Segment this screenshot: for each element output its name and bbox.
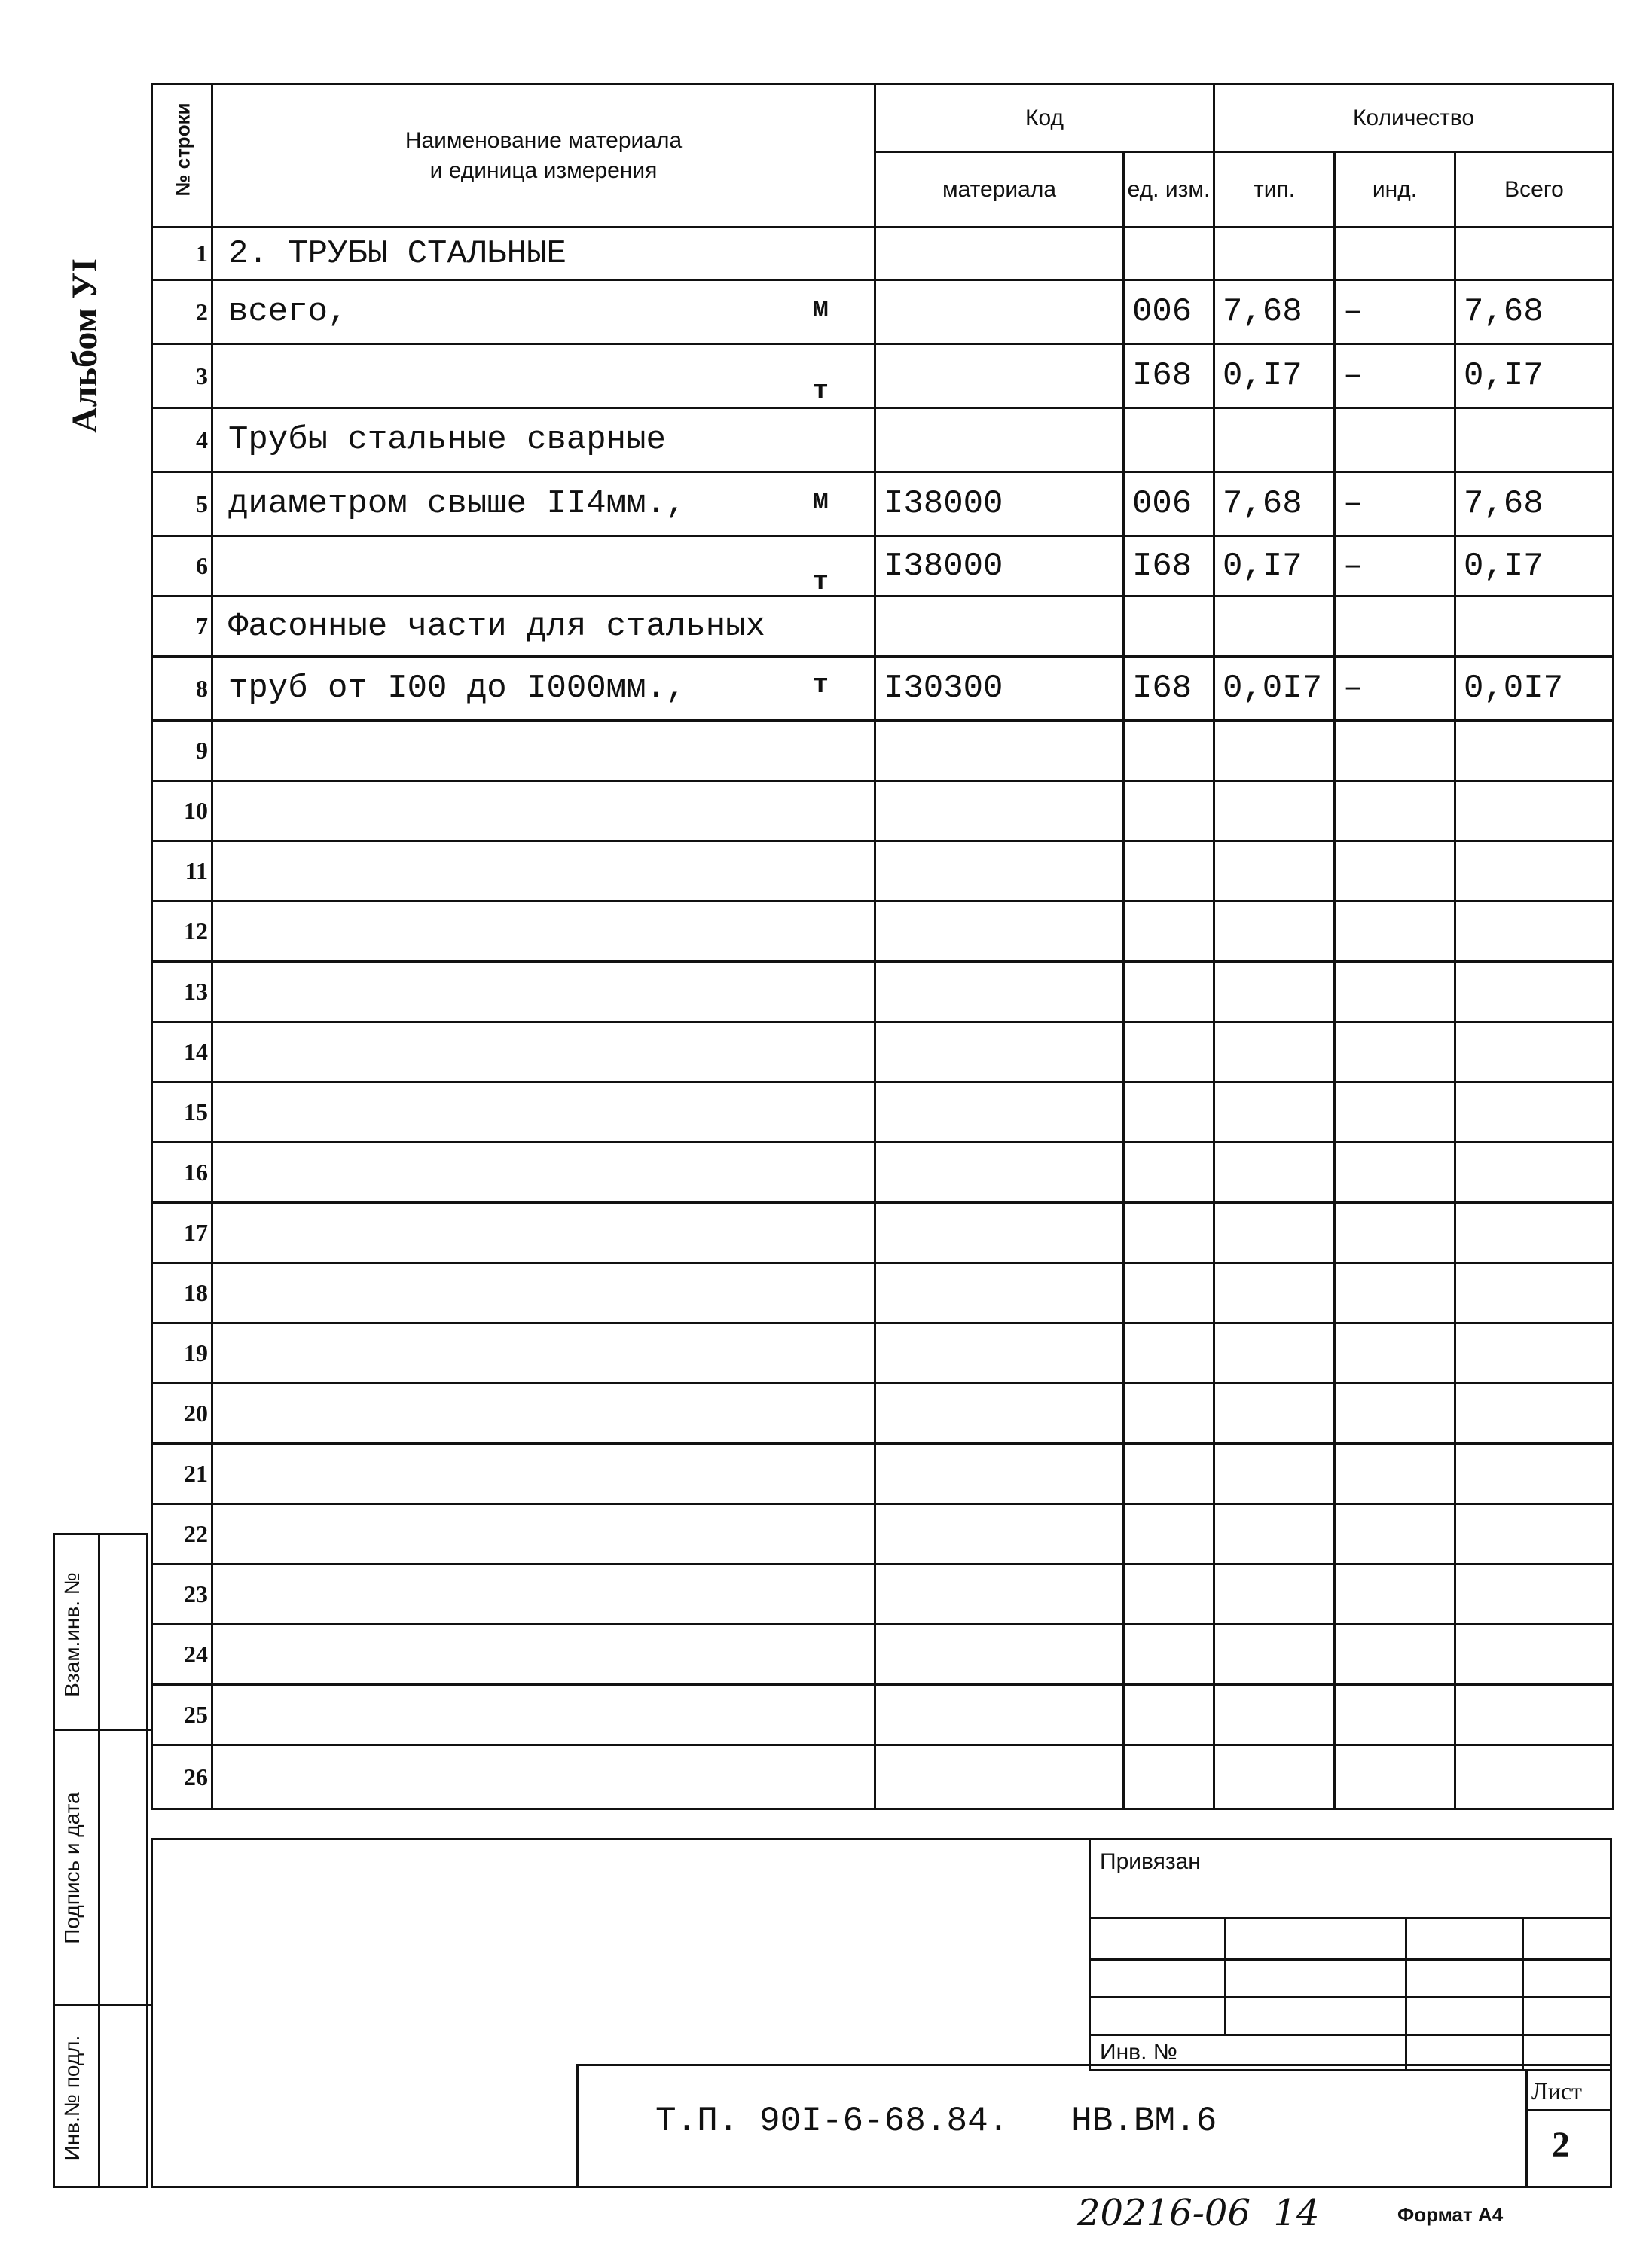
row-qty-ind [1335,1444,1455,1504]
row-unit-code [1124,227,1214,280]
row-name [212,227,875,280]
row-qty-typ: 7,68 [1214,280,1335,344]
table-row [152,227,1614,280]
row-qty-ind [1335,1564,1455,1625]
row-material-code: I38000 [875,536,1124,597]
row-qty-ind [1335,1022,1455,1082]
row-material-code [875,408,1124,472]
row-name [212,1564,875,1625]
row-unit-code [1124,721,1214,781]
row-name [212,1143,875,1203]
row-qty-typ [1214,1082,1335,1143]
row-unit-code [1124,1323,1214,1384]
row-unit-code [1124,597,1214,657]
row-qty-ind: – [1335,536,1455,597]
row-number: 19 [152,1323,212,1384]
row-unit-code [1124,902,1214,962]
table-row [152,781,1614,841]
row-qty-total [1455,902,1614,962]
table-row [152,1444,1614,1504]
row-qty-ind: – [1335,344,1455,408]
materials-table [151,83,1614,1810]
row-qty-total [1455,1203,1614,1263]
row-number: 20 [152,1384,212,1444]
table-row [152,962,1614,1022]
row-qty-typ [1214,1384,1335,1444]
row-unit-code [1124,1384,1214,1444]
row-qty-total [1455,781,1614,841]
row-material-code [875,781,1124,841]
row-qty-ind [1335,1143,1455,1203]
row-number: 4 [152,408,212,472]
row-unit-code [1124,1625,1214,1685]
row-number: 1 [152,227,212,280]
side-label-vzam: Взам.инв. № [60,1572,84,1697]
row-number: 17 [152,1203,212,1263]
row-material-code [875,1745,1124,1809]
row-number: 16 [152,1143,212,1203]
row-qty-ind [1335,1323,1455,1384]
row-unit-code: 006 [1124,472,1214,536]
row-number: 5 [152,472,212,536]
row-material-code [875,280,1124,344]
row-unit-code: 006 [1124,280,1214,344]
row-qty-typ [1214,1504,1335,1564]
row-name [212,781,875,841]
table-row [152,1082,1614,1143]
table-row [152,1143,1614,1203]
row-qty-typ: 0,0I7 [1214,657,1335,721]
header-total: Всего [1455,152,1614,227]
row-name-text: 2. ТРУБЫ СТАЛЬНЫЕ [228,234,566,273]
table-row [152,597,1614,657]
row-name-text: всего, [228,293,348,331]
row-name-text: труб от I00 до I000мм., [228,670,686,707]
row-qty-ind [1335,1384,1455,1444]
table-row [152,1203,1614,1263]
table-row [152,721,1614,781]
row-name [212,1022,875,1082]
row-qty-typ [1214,597,1335,657]
row-qty-ind [1335,597,1455,657]
row-qty-ind: – [1335,657,1455,721]
row-number: 7 [152,597,212,657]
row-name [212,902,875,962]
row-qty-typ [1214,1203,1335,1263]
row-material-code [875,1143,1124,1203]
row-qty-total [1455,1263,1614,1323]
row-qty-ind: – [1335,280,1455,344]
row-qty-typ [1214,1444,1335,1504]
row-name [212,962,875,1022]
row-qty-typ [1214,1564,1335,1625]
row-qty-total [1455,597,1614,657]
header-name: Наименование материала и единица измерения [212,84,875,227]
row-material-code [875,1203,1124,1263]
row-number: 3 [152,344,212,408]
header-code: Код [875,84,1214,152]
row-material-code [875,344,1124,408]
table-row [152,280,1614,344]
row-qty-total [1455,1143,1614,1203]
table-row [152,1745,1614,1809]
row-unit-mark: т [812,376,829,407]
row-number: 24 [152,1625,212,1685]
row-qty-ind [1335,721,1455,781]
row-unit-mark: т [812,670,829,701]
row-unit-code [1124,1263,1214,1323]
row-number: 25 [152,1685,212,1745]
row-unit-code [1124,1203,1214,1263]
sheet-label: Лист [1531,2077,1583,2105]
row-material-code [875,1022,1124,1082]
side-label-inv: Инв.№ подл. [60,2034,84,2161]
row-name [212,1323,875,1384]
row-name-text: диаметром свыше II4мм., [228,485,686,523]
row-qty-total [1455,227,1614,280]
row-number: 18 [152,1263,212,1323]
row-unit-mark: т [812,566,829,597]
row-name [212,1384,875,1444]
row-qty-total: 7,68 [1455,280,1614,344]
row-qty-ind [1335,408,1455,472]
row-qty-total [1455,1082,1614,1143]
header-quantity: Количество [1214,84,1614,152]
row-qty-total [1455,841,1614,902]
row-material-code [875,1625,1124,1685]
row-name-text: Фасонные части для стальных [228,607,765,646]
row-qty-total [1455,1745,1614,1809]
row-number: 15 [152,1082,212,1143]
row-number: 14 [152,1022,212,1082]
designation: Т.П. 90I-6-68.84. НВ.ВМ.6 [655,2102,1217,2141]
privyazan-label: Привязан [1100,1849,1201,1874]
format-label: Формат А4 [1397,2203,1504,2226]
album-label: Альбом УI [65,258,105,433]
row-material-code [875,227,1124,280]
table-row [152,408,1614,472]
header-typ: тип. [1214,152,1335,227]
row-name [212,1685,875,1745]
row-name [212,1203,875,1263]
row-unit-code [1124,781,1214,841]
row-material-code [875,1263,1124,1323]
row-unit-code [1124,1082,1214,1143]
row-material-code: I38000 [875,472,1124,536]
row-number: 9 [152,721,212,781]
handwritten-number: 20216-06 14 [1077,2192,1320,2234]
row-qty-typ [1214,1022,1335,1082]
row-qty-ind [1335,1745,1455,1809]
table-row [152,1504,1614,1564]
row-number: 23 [152,1564,212,1625]
table-row [152,1022,1614,1082]
row-qty-typ: 0,I7 [1214,536,1335,597]
row-qty-total [1455,408,1614,472]
row-qty-ind [1335,1203,1455,1263]
row-material-code [875,1082,1124,1143]
row-number: 26 [152,1745,212,1809]
row-qty-typ [1214,1323,1335,1384]
row-qty-ind [1335,781,1455,841]
inv-no-label: Инв. № [1100,2040,1177,2065]
row-name [212,1625,875,1685]
row-qty-typ [1214,962,1335,1022]
row-name [212,344,875,408]
header-material: материала [875,152,1124,227]
side-label-podpis: Подпись и дата [60,1792,84,1944]
row-unit-code: I68 [1124,536,1214,597]
row-number: 12 [152,902,212,962]
row-qty-typ [1214,227,1335,280]
row-number: 21 [152,1444,212,1504]
row-unit-code [1124,1564,1214,1625]
row-unit-code [1124,962,1214,1022]
row-qty-ind [1335,227,1455,280]
row-name [212,1745,875,1809]
row-unit-code: I68 [1124,657,1214,721]
row-material-code [875,902,1124,962]
row-qty-total: 0,0I7 [1455,657,1614,721]
row-name [212,721,875,781]
row-qty-total [1455,1384,1614,1444]
row-unit-mark: м [812,293,829,324]
table-row [152,344,1614,408]
row-name [212,657,875,721]
table-row [152,1263,1614,1323]
row-name [212,1444,875,1504]
table-row [152,1384,1614,1444]
row-qty-ind [1335,1685,1455,1745]
row-qty-ind [1335,1504,1455,1564]
row-unit-code [1124,841,1214,902]
row-unit-code [1124,1143,1214,1203]
row-number: 8 [152,657,212,721]
row-qty-typ: 0,I7 [1214,344,1335,408]
row-qty-typ [1214,1263,1335,1323]
row-qty-typ [1214,1143,1335,1203]
row-number: 6 [152,536,212,597]
row-number: 22 [152,1504,212,1564]
row-material-code [875,1504,1124,1564]
row-material-code [875,1564,1124,1625]
row-unit-code [1124,408,1214,472]
row-name [212,536,875,597]
header-unit: ед. изм. [1124,152,1214,227]
row-name [212,1504,875,1564]
row-qty-total [1455,1625,1614,1685]
row-qty-total: 0,I7 [1455,536,1614,597]
row-unit-code [1124,1685,1214,1745]
row-name [212,280,875,344]
row-qty-typ [1214,721,1335,781]
header-row-no: № строки [152,84,212,227]
row-qty-typ [1214,902,1335,962]
row-name-text: Трубы стальные сварные [228,421,666,459]
row-qty-ind: – [1335,472,1455,536]
row-qty-ind [1335,902,1455,962]
table-row [152,1625,1614,1685]
row-unit-code: I68 [1124,344,1214,408]
row-name [212,1082,875,1143]
table-row [152,657,1614,721]
table-row [152,536,1614,597]
row-qty-typ [1214,1685,1335,1745]
row-qty-ind [1335,1263,1455,1323]
row-number: 11 [152,841,212,902]
row-unit-code [1124,1504,1214,1564]
row-qty-typ [1214,841,1335,902]
row-qty-total [1455,1564,1614,1625]
row-unit-code [1124,1745,1214,1809]
row-material-code [875,1384,1124,1444]
row-qty-ind [1335,1082,1455,1143]
row-name [212,597,875,657]
row-material-code [875,962,1124,1022]
row-qty-ind [1335,962,1455,1022]
row-qty-total: 7,68 [1455,472,1614,536]
row-unit-code [1124,1444,1214,1504]
row-qty-total [1455,1323,1614,1384]
row-qty-typ [1214,1745,1335,1809]
sheet-number: 2 [1552,2125,1570,2165]
row-material-code [875,1685,1124,1745]
row-material-code [875,1323,1124,1384]
row-material-code [875,721,1124,781]
row-material-code [875,1444,1124,1504]
row-qty-total [1455,1444,1614,1504]
table-row [152,1323,1614,1384]
row-qty-total [1455,1022,1614,1082]
row-unit-mark: м [812,485,829,516]
row-qty-total [1455,962,1614,1022]
row-name [212,1263,875,1323]
row-qty-ind [1335,1625,1455,1685]
row-qty-total [1455,721,1614,781]
table-row [152,1685,1614,1745]
row-qty-typ [1214,1625,1335,1685]
row-material-code [875,597,1124,657]
row-material-code: I30300 [875,657,1124,721]
table-row [152,902,1614,962]
row-number: 10 [152,781,212,841]
table-row [152,472,1614,536]
row-qty-typ [1214,408,1335,472]
row-qty-ind [1335,841,1455,902]
row-unit-code [1124,1022,1214,1082]
row-name [212,841,875,902]
row-number: 2 [152,280,212,344]
row-qty-total [1455,1504,1614,1564]
row-qty-typ [1214,781,1335,841]
row-number: 13 [152,962,212,1022]
row-name [212,408,875,472]
row-qty-total: 0,I7 [1455,344,1614,408]
row-qty-typ: 7,68 [1214,472,1335,536]
row-qty-total [1455,1685,1614,1745]
table-row [152,841,1614,902]
row-material-code [875,841,1124,902]
table-row [152,1564,1614,1625]
row-name [212,472,875,536]
header-ind: инд. [1335,152,1455,227]
